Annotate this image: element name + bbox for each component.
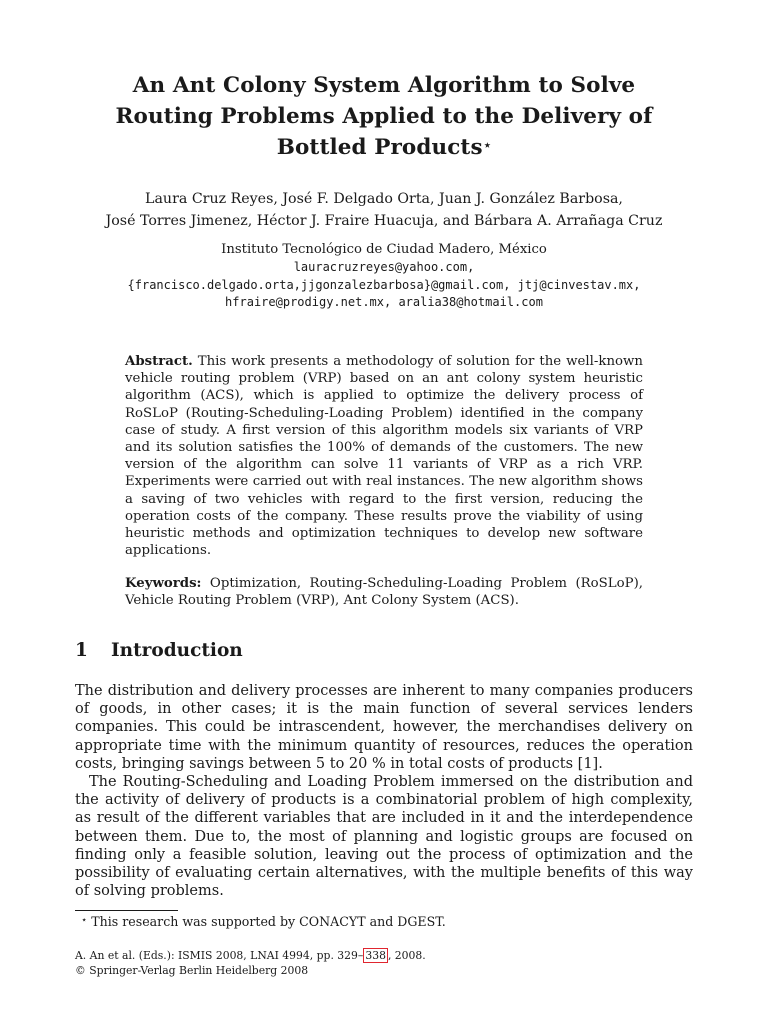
- citation-suffix: , 2008.: [387, 949, 426, 962]
- footnote-text: This research was supported by CONACYT and DGEST.: [91, 914, 446, 929]
- abstract-label: Abstract.: [125, 354, 193, 369]
- paragraph-2: The Routing-Scheduling and Loading Problem immersed on the distribution and the activity of delivery of products is a combinatorial problem of high complexity, as result of the different variables that are included in it and the interdependence between them. Due to, the most of planning and logistic groups are focused on finding only a feasible solution, leaving out the process of optimization and the possibility of evaluating certain alternatives, with the multiple benefits of this way of solving problems.: [75, 774, 693, 900]
- footnote-mark: ⋆: [81, 915, 88, 926]
- section-heading: [75, 640, 243, 661]
- keywords-label: Keywords:: [125, 576, 202, 591]
- footnote: [75, 914, 446, 932]
- abstract: [125, 353, 643, 559]
- email-line-2: {francisco.delgado.orta,jjgonzalezbarbosa}@gmail.com, jtj@cinvestav.mx,: [127, 277, 641, 292]
- section-number: 1: [75, 640, 88, 661]
- email-line-3: hfraire@prodigy.net.mx, aralia38@hotmail.com: [225, 295, 543, 309]
- paragraph-1: The distribution and delivery processes are inherent to many companies producers of goods, in other cases; it is the main function of several services lenders companies. This could be intrascendent, however, the merchandises delivery on appropriate time with the minimum quantity of resources, reduces the operation costs, bringing savings between 5 to 20 % in total costs of products [1].: [75, 683, 693, 772]
- footnote-rule: [75, 910, 178, 911]
- body-text: [75, 682, 693, 900]
- abstract-text: This work presents a methodology of solution for the well-known vehicle routing problem (VRP) based on an ant colony system heuristic algorithm (ACS), which is applied to optimize the delivery process of RoSLoP (Routing-Scheduling-Loading Problem) identified in the company case of study. A first version of this algorithm models six variants of VRP and its solution satisfies the 100% of demands of the customers. The new version of the algorithm can solve 11 variants of VRP as a rich VRP. Experiments were carried out with real instances. The new algorithm shows a saving of two vehicles with regard to the first version, reducing the operation costs of the company. These results prove the viability of using heuristic methods and optimization techniques to develop new software applications.: [125, 354, 643, 559]
- keywords-text: Optimization, Routing-Scheduling-Loading Problem (RoSLoP), Vehicle Routing Problem (VRP), Ant Colony System (ACS).: [125, 576, 643, 609]
- institution: Instituto Tecnológico de Ciudad Madero, México: [221, 242, 547, 257]
- title-footnote-mark[interactable]: ⋆: [483, 138, 492, 152]
- page-link[interactable]: 338: [365, 949, 386, 962]
- title-line-3: [60, 132, 708, 163]
- citation-block: [75, 949, 426, 978]
- keywords: [125, 575, 643, 609]
- affiliation: [40, 240, 728, 312]
- authors-line-2: José Torres Jimenez, Héctor J. Fraire Huacuja, and Bárbara A. Arrañaga Cruz: [105, 213, 663, 229]
- title-line-3-text: Bottled Products: [276, 135, 483, 160]
- citation-line: [75, 949, 426, 964]
- email-line-1: lauracruzreyes@yahoo.com,: [293, 260, 475, 274]
- copyright-line: © Springer-Verlag Berlin Heidelberg 2008: [75, 963, 309, 977]
- citation-prefix: A. An et al. (Eds.): ISMIS 2008, LNAI 4994, pp. 329–: [75, 949, 364, 962]
- title-line-1: An Ant Colony System Algorithm to Solve: [132, 73, 636, 98]
- author-list: [40, 188, 728, 232]
- title-line-2: Routing Problems Applied to the Delivery of: [115, 104, 653, 129]
- paper-title: [60, 70, 708, 163]
- authors-line-1: Laura Cruz Reyes, José F. Delgado Orta, Juan J. González Barbosa,: [145, 191, 623, 207]
- section-title: Introduction: [111, 640, 243, 661]
